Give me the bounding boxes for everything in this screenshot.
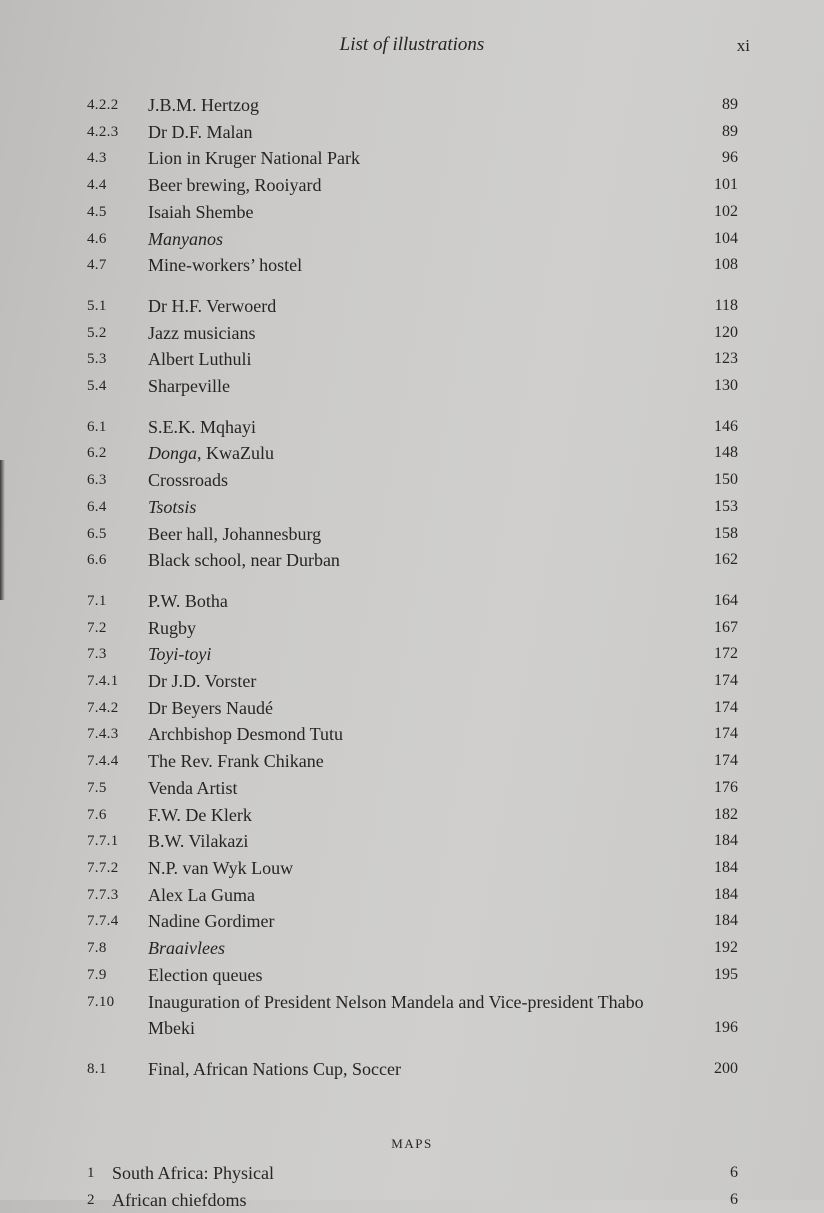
list-entry [87,494,738,521]
entry-number: 7.3 [87,646,107,663]
book-edge-shadow [0,460,5,600]
entry-title [148,373,678,400]
entry-title-text: Sharpeville [148,376,230,397]
entry-title [148,855,678,882]
entry-number: 4.2.3 [87,123,119,140]
entry-number: 6.2 [87,445,107,462]
entry-title-italic: Toyi-toyi [148,644,212,665]
entry-number: 7.4.3 [87,726,119,743]
list-entry [87,145,738,172]
entry-group [87,414,738,574]
entry-title-italic: Braaivlees [148,938,225,959]
entry-number: 7.7.4 [87,913,119,930]
list-entry [87,641,738,668]
entry-page: 184 [714,832,738,850]
list-entry [87,908,738,935]
entry-title-text: Alex La Guma [148,884,255,905]
list-entry [87,748,738,775]
entry-title [148,802,678,829]
entry-title [148,962,678,989]
entry-page: 6 [730,1164,738,1181]
entry-number: 5.4 [87,378,107,395]
list-entry [87,252,738,279]
entry-page: 184 [714,858,738,876]
entry-title [148,908,678,935]
entry-number: 4.6 [87,230,107,247]
list-entry [87,293,738,320]
entry-number: 7.4.4 [87,753,119,770]
entry-page: 96 [722,149,738,167]
entry-page: 195 [714,965,738,983]
entry-page: 89 [722,96,738,113]
entry-number: 5.1 [87,297,107,314]
list-entry [87,802,738,829]
entry-title [148,668,678,695]
entry-page: 174 [714,672,738,690]
entry-title-text: The Rev. Frank Chikane [148,751,324,772]
entry-number: 6.1 [87,418,107,435]
entry-number: 7.8 [87,940,107,957]
entry-title-text: S.E.K. Mqhayi [148,416,256,437]
entry-title [148,293,678,320]
entry-number: 7.4.1 [87,673,119,690]
entry-number: 6.5 [87,525,107,542]
entry-page: 184 [714,885,738,903]
entry-title-text: Isaiah Shembe [148,201,254,222]
entry-title [148,226,678,253]
entry-title [148,641,678,668]
entry-group [87,293,738,400]
entry-number: 4.5 [87,203,107,220]
entry-title [112,1160,678,1187]
entry-page: 182 [714,805,738,823]
entry-number: 7.5 [87,779,107,796]
list-entry [87,320,738,347]
entry-title-text: Dr D.F. Malan [148,121,253,142]
entry-title-text: Crossroads [148,470,228,491]
entry-title-text: F.W. De Klerk [148,804,252,825]
entry-number: 7.9 [87,966,107,983]
entry-number: 4.4 [87,177,107,194]
entry-title-text: Rugby [148,617,197,638]
list-entry [87,547,738,574]
entry-number: 7.10 [87,993,115,1010]
list-entry [87,119,738,146]
entry-page: 158 [714,524,738,542]
entry-number: 1 [87,1165,95,1181]
list-entry [87,92,738,119]
entry-title-text: Albert Luthuli [148,349,252,370]
entry-page: 102 [714,202,738,220]
entry-title-text: J.B.M. Hertzog [148,95,259,115]
entry-title [148,346,678,373]
list-entry [87,440,738,467]
entry-number: 4.2.2 [87,97,119,113]
entry-page: 176 [714,778,738,796]
entry-page: 192 [714,939,738,957]
entry-title [148,547,678,574]
entry-title [148,748,678,775]
entry-title-italic: Donga [148,443,197,464]
entry-number: 4.7 [87,257,107,274]
entry-number: 7.4.2 [87,699,119,716]
entry-page: 123 [714,350,738,368]
entry-title-text: , KwaZulu [197,443,274,464]
entry-page: 6 [730,1190,738,1208]
entry-title [148,494,678,521]
entry-number: 7.6 [87,806,107,823]
entry-page: 196 [714,1019,738,1037]
entry-page: 162 [714,551,738,569]
entry-title [148,172,678,199]
entry-title [148,199,678,226]
maps-list [87,1160,738,1213]
entry-title-text: Dr H.F. Verwoerd [148,295,277,316]
entry-title-text: Dr J.D. Vorster [148,671,257,692]
list-entry [87,414,738,441]
list-entry [87,989,738,1042]
entry-title-text: P.W. Botha [148,590,228,611]
entry-title [148,695,678,722]
list-entry [87,615,738,642]
list-entry [87,668,738,695]
entry-number: 7.1 [87,592,107,609]
entry-title-text: B.W. Vilakazi [148,831,249,852]
entry-title [148,828,678,855]
entry-page: 118 [714,296,738,314]
entry-group [87,1056,738,1083]
entry-title-text: South Africa: Physical [112,1163,274,1183]
entry-page: 172 [714,645,738,663]
entry-title [148,615,678,642]
entry-title [148,882,678,909]
entry-title-text: Nadine Gordimer [148,911,275,932]
entry-title-text: Inauguration of President Nelson Mandela and Vice-president Thabo Mbeki [148,991,644,1039]
entry-title [148,935,678,962]
list-entry [87,775,738,802]
entry-page: 184 [714,912,738,930]
entry-page: 174 [714,698,738,716]
entry-page: 174 [714,752,738,770]
entry-title-text: Beer hall, Johannesburg [148,523,322,544]
entry-title [148,92,678,119]
entry-title [148,588,678,615]
entry-title [148,467,678,494]
list-entry [87,346,738,373]
list-entry [87,695,738,722]
entry-title-text: African chiefdoms [112,1189,247,1210]
entry-page: 167 [714,618,738,636]
entry-title-text: Election queues [148,964,263,985]
list-entry [87,1056,738,1083]
entry-number: 6.6 [87,552,107,569]
entry-number: 2 [87,1191,95,1208]
entry-page: 89 [722,122,738,140]
entry-page: 148 [714,444,738,462]
entry-number: 4.3 [87,150,107,167]
list-entry [87,882,738,909]
list-entry [87,172,738,199]
entry-title-text: Venda Artist [148,777,238,798]
entry-title [148,119,678,146]
entry-title [148,521,678,548]
maps-heading: MAPS [391,1136,433,1151]
list-entry [87,962,738,989]
entry-number: 5.2 [87,324,107,341]
entry-title-text: Archbishop Desmond Tutu [148,724,344,745]
entry-number: 7.2 [87,619,107,636]
list-entry [87,226,738,253]
entry-page: 120 [714,323,738,341]
entry-page: 101 [714,176,738,194]
entry-title-italic: Tsotsis [148,496,197,517]
entry-title-text: Lion in Kruger National Park [148,148,360,169]
entry-group [87,588,738,1042]
entry-number: 7.7.3 [87,886,119,903]
list-entry [87,935,738,962]
entry-number: 5.3 [87,351,107,368]
entry-title [148,989,678,1042]
entry-page: 108 [714,256,738,274]
entry-page: 146 [714,417,738,435]
entry-title-text: Jazz musicians [148,322,256,343]
entry-title [148,1056,678,1083]
entry-title [148,145,678,172]
entry-title-text: Final, African Nations Cup, Soccer [148,1058,401,1079]
entry-page: 153 [714,497,738,515]
entry-title [148,414,678,441]
entry-title-italic: Manyanos [148,228,223,249]
entry-page: 164 [714,591,738,609]
entry-group [87,92,738,279]
entry-page: 174 [714,725,738,743]
entry-title [148,320,678,347]
list-entry [87,199,738,226]
entry-title-text: N.P. van Wyk Louw [148,857,294,878]
running-title: List of illustrations [339,34,485,55]
list-entry [87,588,738,615]
entry-page: 200 [714,1059,738,1077]
list-entry [87,467,738,494]
entry-number: 6.3 [87,472,107,489]
entry-title [148,721,678,748]
list-entry [87,828,738,855]
entry-number: 7.7.2 [87,859,119,876]
list-entry [87,1160,738,1187]
list-entry [87,721,738,748]
entry-title-text: Beer brewing, Rooiyard [148,175,322,196]
entry-page: 130 [714,377,738,395]
entry-title-text: Black school, near Durban [148,550,340,571]
entry-number: 7.7.1 [87,833,119,850]
list-entry [87,521,738,548]
list-entry [87,855,738,882]
entry-title-text: Dr Beyers Naudé [148,697,273,718]
entry-title [148,440,678,467]
entry-number: 6.4 [87,498,107,515]
illustrations-list [87,92,738,1097]
list-entry [87,373,738,400]
entry-page: 104 [714,229,738,247]
entry-page: 150 [714,471,738,489]
entry-title [148,775,678,802]
entry-title-text: Mine-workers’ hostel [148,255,303,276]
entry-number: 8.1 [87,1060,107,1077]
page-number: xi [736,36,750,55]
entry-title [148,252,678,279]
